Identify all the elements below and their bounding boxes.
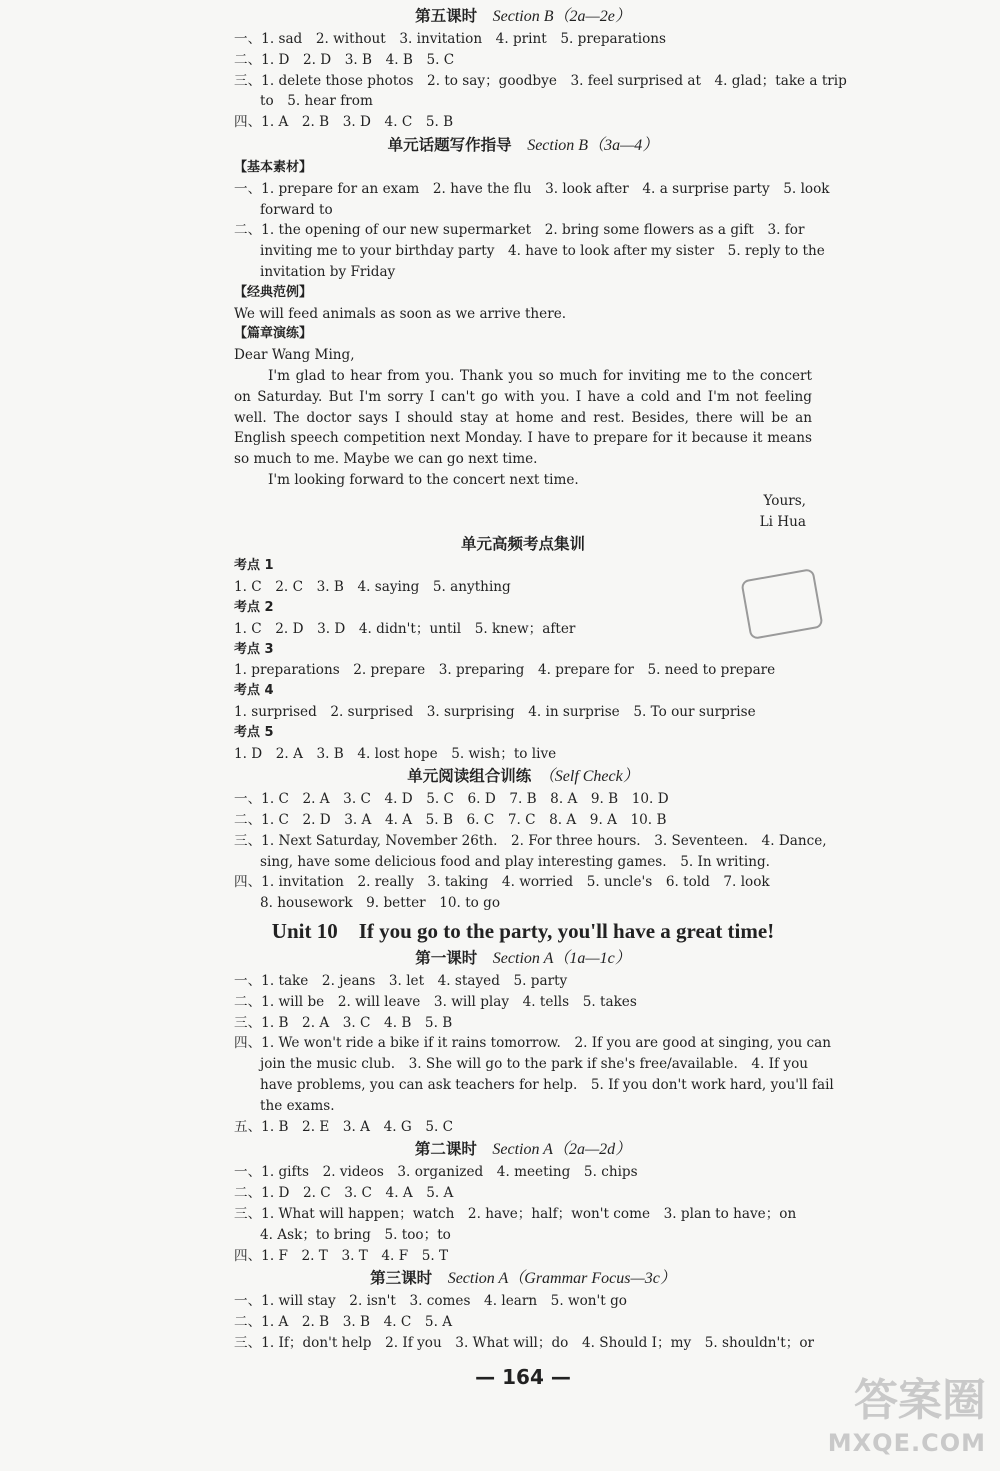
answer-line: 二、1. A 2. B 3. B 4. C 5. A [234, 1314, 453, 1331]
answer-line: 四、1. We won't ride a bike if it rains tomorrow. 2. If you are good at singing, you can [234, 1035, 832, 1052]
section-heading [234, 1137, 812, 1162]
section-heading [234, 4, 812, 29]
answer-line: 1. D 2. A 3. B 4. lost hope 5. wish；to live [234, 745, 557, 762]
exam-point-label: 考点 4 [234, 683, 274, 699]
answer-line-continued: forward to [260, 201, 333, 218]
answer-line-continued: inviting me to your birthday party 4. have to look after my sister 5. reply to the [260, 243, 825, 260]
answer-page [234, 4, 847, 1392]
page-number: — 164 — [475, 1364, 571, 1389]
section-heading-cn: 第二课时 [414, 1140, 477, 1159]
answer-line-continued: have problems, you can ask teachers for help. 5. If you don't work hard, you'll fail [260, 1077, 834, 1094]
answer-line: 一、1. gifts 2. videos 3. organized 4. meeting 5. chips [234, 1164, 638, 1181]
corner-stamp [740, 568, 823, 640]
answer-line-continued: join the music club. 3. She will go to the park if she's free/available. 4. If you [260, 1056, 809, 1073]
exam-point-label: 考点 2 [234, 599, 274, 615]
watermark-title: 答案圈 [854, 1375, 986, 1426]
section-heading-cn: 单元话题写作指导 [387, 135, 512, 154]
answer-line-continued: 8. housework 9. better 10. to go [260, 895, 501, 912]
section-heading-en: Section B（3a—4） [527, 136, 659, 154]
section-heading [234, 133, 812, 158]
answer-line: We will feed animals as soon as we arrive there. [234, 305, 567, 322]
section-heading-en: Section A（1a—1c） [492, 950, 631, 968]
answer-line: 三、1. If；don't help 2. If you 3. What will；do 4. Should I；my 5. shouldn't；or [234, 1335, 814, 1352]
answer-line: 1. preparations 2. prepare 3. preparing 4. prepare for 5. need to prepare [234, 662, 776, 679]
answer-line: 三、1. delete those photos 2. to say；goodbye 3. feel surprised at 4. glad；take a trip [234, 72, 847, 89]
answer-line: 二、1. the opening of our new supermarket 2. bring some flowers as a gift 3. for [234, 222, 805, 239]
exam-point-label: 考点 3 [234, 641, 274, 657]
letter-signoff: Li Hua [759, 513, 806, 530]
section-heading [234, 946, 812, 971]
section-heading-en: Section A（Grammar Focus—3c） [447, 1270, 676, 1288]
material-tag: 【基本素材】 [234, 159, 313, 175]
answer-line-continued: 4. Ask；to bring 5. too；to [260, 1226, 451, 1243]
answer-line: 二、1. will be 2. will leave 3. will play 4. tells 5. takes [234, 993, 637, 1010]
section-heading [234, 1266, 812, 1291]
section-heading-cn: 第五课时 [415, 7, 478, 25]
answer-line: 一、1. prepare for an exam 2. have the flu 3. look after 4. a surprise party 5. look [234, 180, 830, 197]
material-tag: 【经典范例】 [234, 284, 313, 300]
section-heading-cn: 单元高频考点集训 [460, 535, 585, 554]
answer-line-continued: the exams. [260, 1097, 335, 1114]
answer-line: 二、1. C 2. D 3. A 4. A 5. B 6. C 7. C 8. A 9. A 10. B [234, 812, 667, 829]
letter-signoff: Yours, [763, 492, 806, 509]
section-heading [234, 532, 812, 556]
letter-paragraph: I'm glad to hear from you. Thank you so much for inviting me to the concert on Saturday. But I'm sorry I can't go with you. I have a cold and I'm not feeling well. The doctor says I should stay at home and rest. Besides, there will be an English speech competition next Monday. I have to prepare for it because it means so much to me. Maybe we can go next time. [234, 367, 812, 468]
answer-line: 一、1. take 2. jeans 3. let 4. stayed 5. party [234, 973, 568, 990]
answer-line: 1. C 2. C 3. B 4. saying 5. anything [234, 579, 511, 596]
answer-line: Dear Wang Ming, [234, 347, 355, 364]
answer-line: 四、1. F 2. T 3. T 4. F 5. T [234, 1247, 449, 1264]
answer-line: 二、1. D 2. C 3. C 4. A 5. A [234, 1185, 454, 1202]
section-heading-en: Section B（2a—2e） [492, 8, 631, 25]
unit-title: Unit 10 If you go to the party, you'll have a great time! [271, 919, 775, 944]
answer-line: 1. surprised 2. surprised 3. surprising 4. in surprise 5. To our surprise [234, 703, 756, 720]
site-watermark [776, 1373, 986, 1461]
section-heading-cn: 第一课时 [415, 949, 478, 968]
answer-line: 五、1. B 2. E 3. A 4. G 5. C [234, 1118, 454, 1135]
answer-line-continued: invitation by Friday [260, 263, 396, 280]
answer-line: 三、1. B 2. A 3. C 4. B 5. B [234, 1014, 453, 1031]
section-heading-cn: 第三课时 [370, 1269, 433, 1288]
answer-line-continued: to 5. hear from [260, 93, 373, 110]
answer-line: 1. C 2. D 3. D 4. didn't；until 5. knew；after [234, 620, 576, 637]
answer-line-continued: sing, have some delicious food and play interesting games. 5. In writing. [260, 853, 770, 870]
exam-point-label: 考点 5 [234, 724, 274, 740]
answer-line: 二、1. D 2. D 3. B 4. B 5. C [234, 51, 455, 68]
answer-line: 三、1. What will happen；watch 2. have；half；won't come 3. plan to have；on [234, 1206, 797, 1223]
section-heading [234, 764, 812, 789]
answer-line: 一、1. C 2. A 3. C 4. D 5. C 6. D 7. B 8. A 9. B 10. D [234, 791, 669, 808]
answer-line: 一、1. will stay 2. isn't 3. comes 4. learn 5. won't go [234, 1293, 627, 1310]
answer-line: 四、1. invitation 2. really 3. taking 4. worried 5. uncle's 6. told 7. look [234, 874, 770, 891]
section-heading-cn: 单元阅读组合训练 [407, 767, 532, 786]
material-tag: 【篇章演练】 [234, 326, 313, 342]
exam-point-label: 考点 1 [234, 558, 274, 574]
answer-line: 三、1. Next Saturday, November 26th. 2. For three hours. 3. Seventeen. 4. Dance, [234, 832, 827, 849]
letter-paragraph: I'm looking forward to the concert next time. [268, 471, 579, 488]
section-heading-en: Section A（2a—2d） [492, 1141, 632, 1159]
answer-line: 一、1. sad 2. without 3. invitation 4. print 5. preparations [234, 31, 666, 47]
answer-line: 四、1. A 2. B 3. D 4. C 5. B [234, 114, 454, 131]
watermark-site: MXQE.COM [827, 1429, 986, 1457]
section-heading-en: （Self Check） [546, 768, 639, 786]
